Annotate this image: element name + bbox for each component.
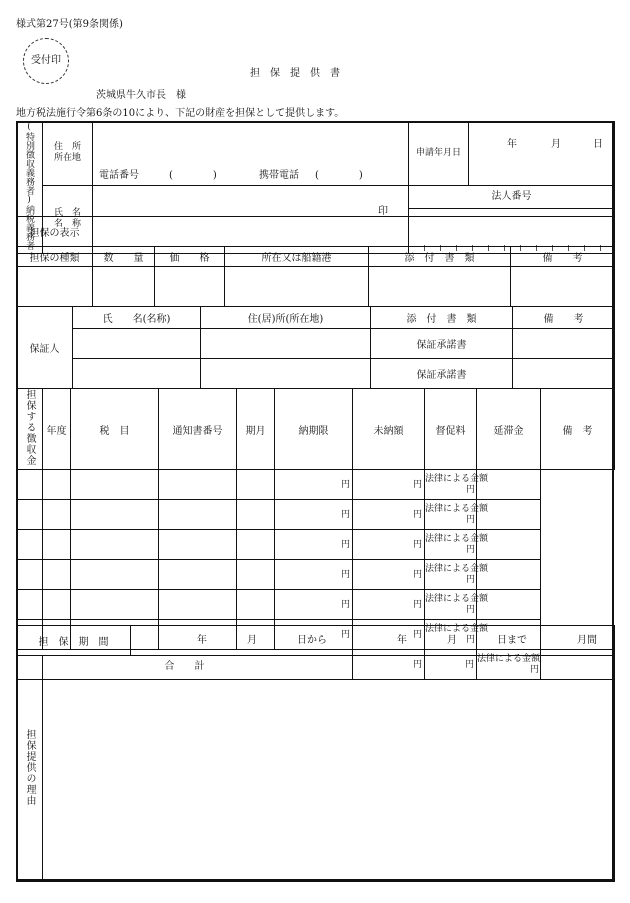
total-unpaid-cell[interactable]: 円: [353, 650, 425, 680]
guarantor-remarks-header: 備 考: [513, 307, 615, 329]
levy-remarks-header: 備 考: [541, 389, 615, 470]
levy-due-date-cell[interactable]: [237, 470, 275, 500]
yen-unit: 円: [465, 544, 475, 555]
levy-row: [17, 500, 615, 530]
levy-late-fee-cell[interactable]: [425, 530, 489, 560]
levy-unpaid-cell[interactable]: [275, 470, 353, 500]
taxpayer-side-label: (特別徴収義務者)納税義務者: [17, 122, 43, 254]
legal-amount-label: 法律による金額: [425, 503, 489, 514]
address-field[interactable]: [93, 122, 409, 186]
collateral-display-label: 担保の表示: [17, 217, 93, 247]
guarantor-section: [16, 306, 615, 389]
levy-reminder-fee-cell[interactable]: [353, 530, 425, 560]
yen-unit: 円: [412, 569, 422, 580]
reason-field[interactable]: [43, 656, 615, 882]
document-title: 担 保 提 供 書: [250, 68, 340, 79]
levy-notice-number-cell[interactable]: [71, 560, 159, 590]
levy-year-cell[interactable]: [17, 530, 43, 560]
address-label: 住 所 所在地: [43, 122, 93, 186]
levy-due-date-header: 納期限: [275, 389, 353, 470]
yen-unit: 円: [340, 479, 350, 490]
legal-amount-label: 法律による金額: [425, 563, 489, 574]
levy-due-date-cell[interactable]: [237, 590, 275, 620]
yen-unit: 円: [412, 599, 422, 610]
collateral-price-field[interactable]: [155, 267, 225, 307]
guarantor-remarks-field[interactable]: [513, 329, 615, 359]
levy-unpaid-cell[interactable]: [275, 530, 353, 560]
levy-reminder-fee-cell[interactable]: [353, 590, 425, 620]
collateral-type-header: 担保の種類: [17, 247, 93, 267]
levy-late-fee-cell[interactable]: [425, 500, 489, 530]
collateral-docs-header: 添 付 書 類: [369, 247, 511, 267]
yen-unit: 円: [412, 509, 422, 520]
yen-unit: 円: [465, 514, 475, 525]
levy-period-cell[interactable]: [159, 470, 237, 500]
levy-period-cell[interactable]: [159, 500, 237, 530]
levy-unpaid-cell[interactable]: [275, 590, 353, 620]
guarantor-doc-2: 保証承諾書: [371, 359, 513, 389]
levy-tax-item-cell[interactable]: [43, 470, 71, 500]
levy-period-cell[interactable]: [159, 530, 237, 560]
yen-unit: 円: [465, 484, 475, 495]
legal-amount-label: 法律による金額: [425, 593, 489, 604]
intro-text: 地方税法施行令第6条の10により、下記の財産を担保として提供します。: [16, 108, 345, 119]
levy-notice-number-cell[interactable]: [71, 470, 159, 500]
yen-unit: 円: [465, 574, 475, 585]
guarantor-doc-1: 保証承諾書: [371, 329, 513, 359]
levy-year-header: 年度: [43, 389, 71, 470]
mobile-parens: ( ): [315, 169, 363, 181]
yen-unit: 円: [340, 629, 350, 640]
reception-stamp-label: 受付印: [31, 55, 61, 66]
legal-amount-label: 法律による金額: [425, 533, 489, 544]
yen-unit: 円: [465, 634, 475, 645]
levy-side-label: 担保する徴収金: [17, 389, 43, 470]
yen-unit: 円: [412, 629, 422, 640]
reason-label: 担保提供の理由: [17, 656, 43, 882]
levy-notice-number-header: 通知書番号: [159, 389, 237, 470]
levy-late-fee-header: 延滞金: [477, 389, 541, 470]
levy-late-fee-cell[interactable]: [425, 590, 489, 620]
yen-unit: 円: [412, 539, 422, 550]
date-label: 申請年月日: [409, 122, 469, 186]
collateral-docs-field[interactable]: [369, 267, 511, 307]
levy-due-date-cell[interactable]: [237, 500, 275, 530]
levy-period-cell[interactable]: [159, 590, 237, 620]
period-field[interactable]: 年 月 日から 年 月 日まで 月間: [131, 626, 615, 656]
levy-tax-item-cell[interactable]: [43, 530, 71, 560]
levy-year-cell[interactable]: [17, 590, 43, 620]
levy-notice-number-cell[interactable]: [71, 590, 159, 620]
levy-tax-item-cell[interactable]: [43, 560, 71, 590]
levy-tax-item-cell[interactable]: [43, 500, 71, 530]
phone-label: 電話番号: [99, 169, 139, 181]
reception-stamp-circle: [23, 38, 69, 84]
collateral-location-field[interactable]: [225, 267, 369, 307]
yen-unit: 円: [340, 539, 350, 550]
guarantor-address-field[interactable]: [201, 359, 371, 389]
total-reminder-fee-cell[interactable]: 円: [425, 650, 477, 680]
guarantor-name-header: 氏 名(名称): [73, 307, 201, 329]
phone-parens: ( ): [169, 169, 217, 181]
levy-unpaid-cell[interactable]: [275, 560, 353, 590]
collateral-qty-header: 数 量: [93, 247, 155, 267]
collateral-location-header: 所在又は船籍港: [225, 247, 369, 267]
levy-year-cell[interactable]: [17, 470, 43, 500]
levy-total-label: 合 計: [17, 650, 353, 680]
yen-unit: 円: [465, 604, 475, 615]
corp-number-label: 法人番号: [409, 186, 614, 209]
levy-due-date-cell[interactable]: [237, 560, 275, 590]
collateral-qty-field[interactable]: [93, 267, 155, 307]
guarantor-label: 保証人: [17, 307, 73, 389]
guarantor-name-field[interactable]: [73, 329, 201, 359]
levy-year-cell[interactable]: [17, 500, 43, 530]
levy-row: [17, 530, 615, 560]
mobile-label: 携帯電話: [259, 169, 299, 181]
collateral-display-field[interactable]: [93, 217, 615, 247]
levy-reminder-fee-cell[interactable]: [353, 470, 425, 500]
levy-notice-number-cell[interactable]: [71, 500, 159, 530]
legal-amount-label: 法律による金額: [425, 473, 489, 484]
levy-period-cell[interactable]: [159, 560, 237, 590]
total-late-fee-cell[interactable]: 法律による金額 円: [477, 650, 541, 680]
levy-late-fee-cell[interactable]: [425, 560, 489, 590]
levy-unpaid-header: 未納額: [353, 389, 425, 470]
levy-reminder-fee-cell[interactable]: [353, 560, 425, 590]
levy-row: [17, 470, 615, 500]
guarantor-address-field[interactable]: [201, 329, 371, 359]
guarantor-address-header: 住(居)所(所在地): [201, 307, 371, 329]
levy-row: [17, 590, 615, 620]
legal-amount-label: 法律による金額: [425, 623, 489, 634]
levy-reminder-fee-header: 督促料: [425, 389, 477, 470]
levy-row: [17, 560, 615, 590]
yen-unit: 円: [340, 569, 350, 580]
levy-unpaid-cell[interactable]: [275, 500, 353, 530]
levy-reminder-fee-cell[interactable]: [353, 500, 425, 530]
levy-late-fee-cell[interactable]: [425, 470, 489, 500]
date-field[interactable]: 年 月 日: [469, 122, 615, 186]
levy-notice-number-cell[interactable]: [71, 530, 159, 560]
levy-year-cell[interactable]: [17, 560, 43, 590]
name-label: 氏 名 名 称: [43, 185, 93, 253]
period-label: 担 保 期 間: [17, 626, 131, 656]
yen-unit: 円: [340, 509, 350, 520]
guarantor-docs-header: 添 付 書 類: [371, 307, 513, 329]
levy-tax-item-cell[interactable]: [43, 590, 71, 620]
collateral-remarks-field[interactable]: [511, 267, 615, 307]
reason-section: [16, 655, 615, 882]
levy-period-header: 期月: [237, 389, 275, 470]
seal-mark: 印: [378, 205, 388, 217]
levy-tax-item-header: 税 目: [71, 389, 159, 470]
period-section: [16, 625, 615, 656]
yen-unit: 円: [340, 599, 350, 610]
collateral-type-field[interactable]: [17, 267, 93, 307]
collateral-price-header: 価 格: [155, 247, 225, 267]
collateral-remarks-header: 備 考: [511, 247, 615, 267]
collateral-section: [16, 216, 615, 307]
guarantor-remarks-field[interactable]: [513, 359, 615, 389]
levy-due-date-cell[interactable]: [237, 530, 275, 560]
form-number: 様式第27号(第9条関係): [16, 19, 123, 30]
guarantor-name-field[interactable]: [73, 359, 201, 389]
yen-unit: 円: [412, 479, 422, 490]
addressee: 茨城県牛久市長 様: [96, 90, 186, 101]
